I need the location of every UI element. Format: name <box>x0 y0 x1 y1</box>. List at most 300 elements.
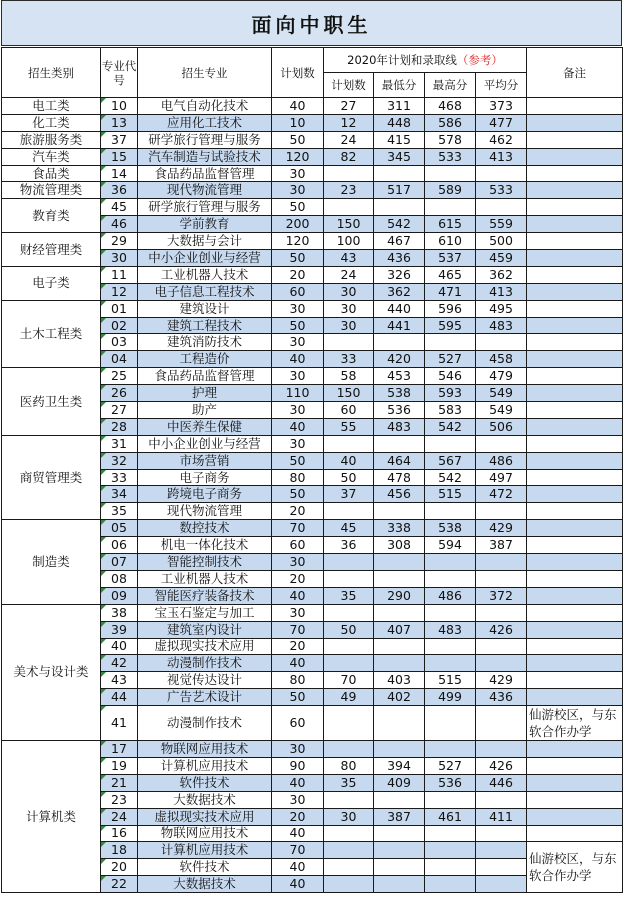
min-score-cell: 326 <box>374 266 425 283</box>
min-score-cell: 387 <box>374 808 425 825</box>
plan-2020-cell <box>324 859 374 876</box>
plan-2020-cell <box>324 334 374 351</box>
plan-cell: 70 <box>272 520 324 537</box>
plan-cell: 30 <box>272 554 324 571</box>
remark-cell <box>527 655 623 672</box>
table-row <box>2 604 623 621</box>
plan-2020-cell: 50 <box>324 469 374 486</box>
category-cell: 制造类 <box>2 520 101 604</box>
plan-cell: 30 <box>272 300 324 317</box>
category-cell: 财经管理类 <box>2 233 101 267</box>
plan-cell: 50 <box>272 689 324 706</box>
min-score-cell: 436 <box>374 250 425 267</box>
code-cell: 37 <box>101 131 138 148</box>
plan-2020-cell: 40 <box>324 452 374 469</box>
major-cell: 物联网应用技术 <box>138 825 272 842</box>
max-score-cell <box>425 604 476 621</box>
plan-2020-cell <box>324 554 374 571</box>
code-cell: 25 <box>101 368 138 385</box>
plan-2020-cell: 55 <box>324 418 374 435</box>
code-cell: 35 <box>101 503 138 520</box>
avg-score-cell: 426 <box>476 621 527 638</box>
code-cell: 19 <box>101 757 138 774</box>
min-score-cell <box>374 741 425 758</box>
major-cell: 应用化工技术 <box>138 114 272 131</box>
min-score-cell <box>374 199 425 216</box>
major-cell: 大数据技术 <box>138 876 272 893</box>
min-score-cell <box>374 554 425 571</box>
avg-score-cell: 533 <box>476 182 527 199</box>
plan-2020-cell: 80 <box>324 757 374 774</box>
avg-score-cell: 500 <box>476 233 527 250</box>
min-score-cell <box>374 842 425 859</box>
avg-score-cell <box>476 554 527 571</box>
table-row <box>2 266 623 283</box>
plan-cell: 20 <box>272 638 324 655</box>
category-cell: 食品类 <box>2 165 101 182</box>
min-score-cell: 420 <box>374 351 425 368</box>
code-cell: 07 <box>101 554 138 571</box>
min-score-cell <box>374 825 425 842</box>
code-cell: 29 <box>101 233 138 250</box>
major-cell: 软件技术 <box>138 859 272 876</box>
plan-cell: 20 <box>272 570 324 587</box>
code-cell: 39 <box>101 621 138 638</box>
plan-2020-cell: 37 <box>324 486 374 503</box>
min-score-cell: 311 <box>374 98 425 115</box>
plan-cell: 50 <box>272 317 324 334</box>
code-cell: 42 <box>101 655 138 672</box>
avg-score-cell: 486 <box>476 452 527 469</box>
major-cell: 计算机应用技术 <box>138 842 272 859</box>
code-cell: 18 <box>101 842 138 859</box>
major-cell: 食品药品监督管理 <box>138 165 272 182</box>
remark-cell <box>527 148 623 165</box>
remark-cell <box>527 334 623 351</box>
max-score-cell: 471 <box>425 283 476 300</box>
avg-score-cell <box>476 791 527 808</box>
min-score-cell <box>374 435 425 452</box>
code-cell: 12 <box>101 283 138 300</box>
max-score-cell: 578 <box>425 131 476 148</box>
code-cell: 27 <box>101 402 138 419</box>
plan-2020-cell: 82 <box>324 148 374 165</box>
avg-score-cell <box>476 842 527 859</box>
max-score-cell <box>425 435 476 452</box>
plan-2020-cell: 45 <box>324 520 374 537</box>
plan-2020-cell: 23 <box>324 182 374 199</box>
table-row <box>2 182 623 199</box>
plan-2020-cell: 35 <box>324 587 374 604</box>
min-score-cell: 394 <box>374 757 425 774</box>
avg-score-cell: 559 <box>476 216 527 233</box>
category-cell: 旅游服务类 <box>2 131 101 148</box>
remark-cell <box>527 587 623 604</box>
min-score-cell <box>374 859 425 876</box>
major-cell: 现代物流管理 <box>138 503 272 520</box>
plan-cell: 40 <box>272 655 324 672</box>
category-cell: 汽车类 <box>2 148 101 165</box>
major-cell: 虚拟现实技术应用 <box>138 638 272 655</box>
plan-cell: 10 <box>272 114 324 131</box>
header-remark: 备注 <box>527 48 623 98</box>
min-score-cell: 409 <box>374 774 425 791</box>
major-cell: 大数据技术 <box>138 791 272 808</box>
plan-2020-cell <box>324 503 374 520</box>
avg-score-cell: 387 <box>476 537 527 554</box>
code-cell: 24 <box>101 808 138 825</box>
min-score-cell: 308 <box>374 537 425 554</box>
plan-2020-cell: 60 <box>324 402 374 419</box>
remark-cell <box>527 368 623 385</box>
remark-cell: 仙游校区，与东软合作办学 <box>527 842 623 893</box>
plan-cell: 50 <box>272 131 324 148</box>
avg-score-cell: 446 <box>476 774 527 791</box>
major-cell: 电子商务 <box>138 469 272 486</box>
remark-cell <box>527 216 623 233</box>
max-score-cell: 610 <box>425 233 476 250</box>
plan-2020-cell: 50 <box>324 621 374 638</box>
remark-cell <box>527 435 623 452</box>
avg-score-cell: 549 <box>476 402 527 419</box>
header-avg-score: 平均分 <box>476 73 527 98</box>
min-score-cell: 456 <box>374 486 425 503</box>
remark-cell: 仙游校区，与东软合作办学 <box>527 706 623 741</box>
avg-score-cell <box>476 570 527 587</box>
remark-cell <box>527 689 623 706</box>
min-score-cell: 415 <box>374 131 425 148</box>
plan-cell: 30 <box>272 368 324 385</box>
avg-score-cell: 477 <box>476 114 527 131</box>
code-cell: 15 <box>101 148 138 165</box>
table-body <box>2 98 623 893</box>
plan-2020-cell <box>324 435 374 452</box>
major-cell: 工业机器人技术 <box>138 266 272 283</box>
header-min-score: 最低分 <box>374 73 425 98</box>
min-score-cell <box>374 791 425 808</box>
plan-cell: 110 <box>272 385 324 402</box>
remark-cell <box>527 351 623 368</box>
plan-2020-cell: 36 <box>324 537 374 554</box>
avg-score-cell: 459 <box>476 250 527 267</box>
major-cell: 市场营销 <box>138 452 272 469</box>
min-score-cell: 345 <box>374 148 425 165</box>
max-score-cell: 595 <box>425 317 476 334</box>
major-cell: 建筑消防技术 <box>138 334 272 351</box>
avg-score-cell: 362 <box>476 266 527 283</box>
avg-score-cell: 549 <box>476 385 527 402</box>
code-cell: 20 <box>101 859 138 876</box>
plan-cell: 30 <box>272 604 324 621</box>
plan-2020-cell <box>324 570 374 587</box>
avg-score-cell: 426 <box>476 757 527 774</box>
plan-cell: 30 <box>272 791 324 808</box>
plan-cell: 120 <box>272 148 324 165</box>
min-score-cell: 448 <box>374 114 425 131</box>
plan-2020-cell <box>324 655 374 672</box>
plan-cell: 30 <box>272 402 324 419</box>
avg-score-cell: 429 <box>476 520 527 537</box>
max-score-cell: 536 <box>425 774 476 791</box>
remark-cell <box>527 469 623 486</box>
max-score-cell: 468 <box>425 98 476 115</box>
code-cell: 05 <box>101 520 138 537</box>
avg-score-cell: 411 <box>476 808 527 825</box>
max-score-cell: 593 <box>425 385 476 402</box>
max-score-cell: 537 <box>425 250 476 267</box>
header-plan: 计划数 <box>272 48 324 98</box>
plan-2020-cell: 24 <box>324 266 374 283</box>
avg-score-cell: 506 <box>476 418 527 435</box>
avg-score-cell: 497 <box>476 469 527 486</box>
max-score-cell: 615 <box>425 216 476 233</box>
major-cell: 建筑工程技术 <box>138 317 272 334</box>
plan-cell: 40 <box>272 876 324 893</box>
code-cell: 01 <box>101 300 138 317</box>
code-cell: 31 <box>101 435 138 452</box>
min-score-cell: 517 <box>374 182 425 199</box>
max-score-cell <box>425 554 476 571</box>
header-2020-label: 2020年计划和录取线 <box>347 53 457 67</box>
code-cell: 09 <box>101 587 138 604</box>
avg-score-cell <box>476 655 527 672</box>
remark-cell <box>527 165 623 182</box>
code-cell: 08 <box>101 570 138 587</box>
plan-2020-cell: 30 <box>324 808 374 825</box>
remark-cell <box>527 808 623 825</box>
max-score-cell <box>425 503 476 520</box>
table-row <box>2 98 623 115</box>
plan-2020-cell: 70 <box>324 672 374 689</box>
max-score-cell <box>425 706 476 741</box>
max-score-cell: 583 <box>425 402 476 419</box>
plan-2020-cell <box>324 791 374 808</box>
major-cell: 工程造价 <box>138 351 272 368</box>
max-score-cell: 538 <box>425 520 476 537</box>
max-score-cell: 589 <box>425 182 476 199</box>
remark-cell <box>527 114 623 131</box>
remark-cell <box>527 621 623 638</box>
major-cell: 计算机应用技术 <box>138 757 272 774</box>
min-score-cell: 478 <box>374 469 425 486</box>
plan-2020-cell <box>324 604 374 621</box>
remark-cell <box>527 554 623 571</box>
min-score-cell: 464 <box>374 452 425 469</box>
major-cell: 研学旅行管理与服务 <box>138 199 272 216</box>
major-cell: 智能控制技术 <box>138 554 272 571</box>
avg-score-cell <box>476 706 527 741</box>
major-cell: 食品药品监督管理 <box>138 368 272 385</box>
code-cell: 41 <box>101 706 138 741</box>
code-cell: 46 <box>101 216 138 233</box>
max-score-cell <box>425 791 476 808</box>
min-score-cell: 467 <box>374 233 425 250</box>
plan-2020-cell: 30 <box>324 283 374 300</box>
table-row <box>2 435 623 452</box>
max-score-cell: 542 <box>425 469 476 486</box>
max-score-cell <box>425 638 476 655</box>
avg-score-cell <box>476 859 527 876</box>
plan-cell: 50 <box>272 452 324 469</box>
avg-score-cell: 479 <box>476 368 527 385</box>
max-score-cell: 567 <box>425 452 476 469</box>
max-score-cell <box>425 825 476 842</box>
min-score-cell <box>374 334 425 351</box>
plan-2020-cell: 43 <box>324 250 374 267</box>
major-cell: 动漫制作技术 <box>138 706 272 741</box>
code-cell: 43 <box>101 672 138 689</box>
max-score-cell: 546 <box>425 368 476 385</box>
remark-cell <box>527 757 623 774</box>
min-score-cell <box>374 165 425 182</box>
category-cell: 物流管理类 <box>2 182 101 199</box>
major-cell: 中医养生保健 <box>138 418 272 435</box>
code-cell: 45 <box>101 199 138 216</box>
table-row <box>2 199 623 216</box>
avg-score-cell: 413 <box>476 283 527 300</box>
max-score-cell <box>425 334 476 351</box>
plan-cell: 80 <box>272 672 324 689</box>
major-cell: 软件技术 <box>138 774 272 791</box>
remark-cell <box>527 418 623 435</box>
major-cell: 宝玉石鉴定与加工 <box>138 604 272 621</box>
avg-score-cell <box>476 334 527 351</box>
plan-cell: 20 <box>272 503 324 520</box>
major-cell: 汽车制造与试验技术 <box>138 148 272 165</box>
page-title: 面向中职生 <box>251 12 372 37</box>
plan-2020-cell: 150 <box>324 216 374 233</box>
min-score-cell: 536 <box>374 402 425 419</box>
table-row <box>2 233 623 250</box>
major-cell: 虚拟现实技术应用 <box>138 808 272 825</box>
plan-cell: 20 <box>272 808 324 825</box>
admission-table <box>1 47 623 893</box>
max-score-cell <box>425 876 476 893</box>
code-cell: 13 <box>101 114 138 131</box>
min-score-cell <box>374 655 425 672</box>
max-score-cell: 542 <box>425 418 476 435</box>
min-score-cell <box>374 604 425 621</box>
remark-cell <box>527 233 623 250</box>
avg-score-cell <box>476 435 527 452</box>
major-cell: 中小企业创业与经营 <box>138 250 272 267</box>
plan-2020-cell <box>324 842 374 859</box>
remark-cell <box>527 570 623 587</box>
plan-cell: 30 <box>272 182 324 199</box>
remark-cell <box>527 402 623 419</box>
max-score-cell <box>425 570 476 587</box>
code-cell: 28 <box>101 418 138 435</box>
code-cell: 10 <box>101 98 138 115</box>
plan-2020-cell: 24 <box>324 131 374 148</box>
plan-2020-cell <box>324 199 374 216</box>
table-row <box>2 520 623 537</box>
max-score-cell: 533 <box>425 148 476 165</box>
plan-cell: 30 <box>272 741 324 758</box>
category-cell: 商贸管理类 <box>2 435 101 519</box>
plan-cell: 70 <box>272 621 324 638</box>
max-score-cell <box>425 199 476 216</box>
category-cell: 美术与设计类 <box>2 604 101 740</box>
max-score-cell <box>425 655 476 672</box>
remark-cell <box>527 604 623 621</box>
max-score-cell: 527 <box>425 757 476 774</box>
remark-cell <box>527 672 623 689</box>
major-cell: 数控技术 <box>138 520 272 537</box>
max-score-cell: 486 <box>425 587 476 604</box>
remark-cell <box>527 266 623 283</box>
remark-cell <box>527 825 623 842</box>
code-cell: 44 <box>101 689 138 706</box>
min-score-cell: 440 <box>374 300 425 317</box>
avg-score-cell: 429 <box>476 672 527 689</box>
major-cell: 助产 <box>138 402 272 419</box>
remark-cell <box>527 300 623 317</box>
code-cell: 38 <box>101 604 138 621</box>
remark-cell <box>527 182 623 199</box>
major-cell: 物联网应用技术 <box>138 741 272 758</box>
remark-cell <box>527 385 623 402</box>
avg-score-cell: 483 <box>476 317 527 334</box>
remark-cell <box>527 199 623 216</box>
table-row <box>2 368 623 385</box>
code-cell: 04 <box>101 351 138 368</box>
remark-cell <box>527 638 623 655</box>
category-cell: 教育类 <box>2 199 101 233</box>
max-score-cell: 483 <box>425 621 476 638</box>
plan-2020-cell: 35 <box>324 774 374 791</box>
remark-cell <box>527 131 623 148</box>
plan-cell: 50 <box>272 486 324 503</box>
code-cell: 30 <box>101 250 138 267</box>
major-cell: 跨境电子商务 <box>138 486 272 503</box>
plan-2020-cell <box>324 876 374 893</box>
remark-cell <box>527 452 623 469</box>
avg-score-cell: 436 <box>476 689 527 706</box>
min-score-cell: 453 <box>374 368 425 385</box>
max-score-cell <box>425 842 476 859</box>
plan-cell: 40 <box>272 98 324 115</box>
code-cell: 22 <box>101 876 138 893</box>
major-cell: 护理 <box>138 385 272 402</box>
table-row <box>2 131 623 148</box>
max-score-cell: 586 <box>425 114 476 131</box>
category-cell: 电工类 <box>2 98 101 115</box>
avg-score-cell <box>476 638 527 655</box>
plan-2020-cell: 30 <box>324 300 374 317</box>
table-row <box>2 165 623 182</box>
major-cell: 建筑室内设计 <box>138 621 272 638</box>
avg-score-cell <box>476 503 527 520</box>
plan-2020-cell: 150 <box>324 385 374 402</box>
min-score-cell: 290 <box>374 587 425 604</box>
table-row <box>2 300 623 317</box>
max-score-cell: 499 <box>425 689 476 706</box>
min-score-cell <box>374 503 425 520</box>
max-score-cell: 465 <box>425 266 476 283</box>
plan-2020-cell: 33 <box>324 351 374 368</box>
min-score-cell: 407 <box>374 621 425 638</box>
remark-cell <box>527 317 623 334</box>
remark-cell <box>527 486 623 503</box>
plan-cell: 40 <box>272 774 324 791</box>
avg-score-cell: 413 <box>476 148 527 165</box>
table-row <box>2 741 623 758</box>
code-cell: 02 <box>101 317 138 334</box>
max-score-cell: 461 <box>425 808 476 825</box>
remark-cell <box>527 98 623 115</box>
max-score-cell: 515 <box>425 672 476 689</box>
